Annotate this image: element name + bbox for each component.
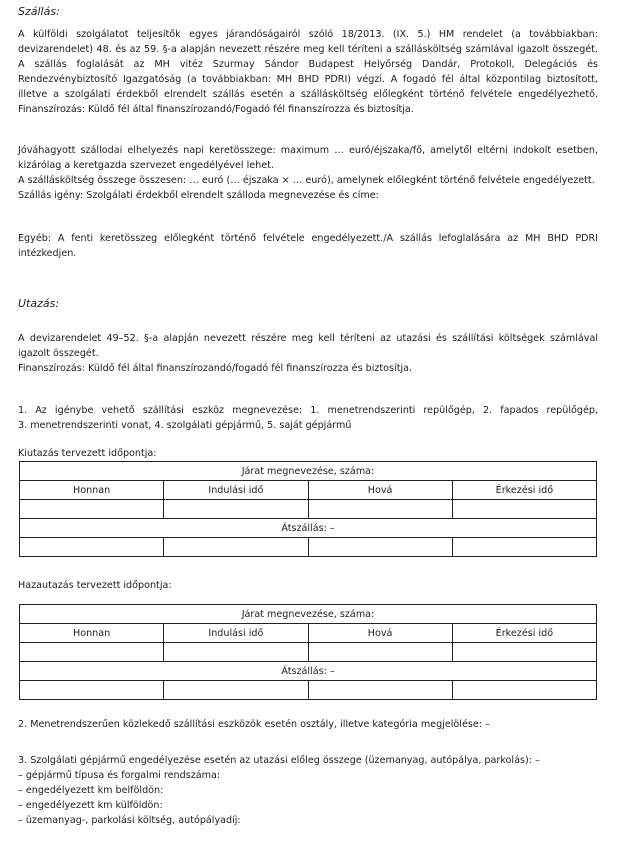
table-row — [20, 681, 597, 700]
table-cell[interactable] — [308, 538, 452, 557]
column-header-indulasi-ido: Indulási idő — [164, 624, 308, 643]
list-item: – gépjármű típusa és forgalmi rendszáma: — [18, 770, 221, 781]
text-line: 1. Az igénybe vehető szállítási eszköz megnevezése: 1. menetrendszerinti repülőgép, 2. fapados repülőgép, — [18, 405, 598, 416]
column-header-honnan: Honnan — [20, 624, 164, 643]
text-line: devizarendelet) 48. és az 59. §-a alapján nevezett részére meg kell téríteni a szállásköltség számlával igazolt összegét. — [18, 44, 598, 55]
hazautazas-label: Hazautazás tervezett időpontja: — [18, 580, 172, 591]
table-cell[interactable] — [308, 681, 452, 700]
kiutazas-label: Kiutazás tervezett időpontja: — [18, 448, 157, 459]
table-cell[interactable] — [308, 500, 452, 519]
table-cell[interactable] — [308, 643, 452, 662]
szallas-paragraph-2 — [18, 143, 598, 203]
table-cell[interactable] — [20, 643, 164, 662]
text-line: Egyéb: A fenti keretösszeg előlegként történő felvétele engedélyezett./A szállás lefoglalására az MH BHD PDRI — [18, 233, 598, 244]
szallas-paragraph-1 — [18, 27, 598, 117]
table-cell[interactable] — [20, 681, 164, 700]
szallas-paragraph-3 — [18, 231, 598, 261]
list-item: – engedélyezett km külföldön: — [18, 800, 163, 811]
text-line: A szállás foglalását az MH vitéz Szurmay Sándor Budapest Helyőrség Dandár, Protokoll, Delegációs és — [18, 59, 598, 70]
utazas-item-3 — [18, 753, 598, 828]
text-line: intézkedjen. — [18, 248, 77, 259]
table-header-jarat: Járat megnevezése, száma: — [20, 605, 597, 624]
text-line: Rendezvénybiztosító Igazgatóság (a továbbiakban: MH BHD PDRI) végzi. A fogadó fél által központilag biztosított, — [18, 74, 598, 85]
column-header-erkezesi-ido: Érkezési idő — [452, 481, 596, 500]
text-line: illetve a szolgálati érdekből elrendelt szállás esetén a szállásköltség előlegként történő felvétele engedélyezhető. — [18, 89, 598, 100]
kiutazas-table — [19, 461, 597, 557]
text-line: Finanszírozás: Küldő fél által finanszírozandó/Fogadó fél finanszírozza és biztosítja. — [18, 104, 414, 115]
table-transfer-row: Átszállás: – — [20, 662, 597, 681]
table-cell[interactable] — [20, 500, 164, 519]
table-cell[interactable] — [164, 538, 308, 557]
text-line: 3. menetrendszerinti vonat, 4. szolgálati gépjármű, 5. saját gépjármű — [18, 420, 352, 431]
text-line: Szállás igény: Szolgálati érdekből elrendelt szálloda megnevezése és címe: — [18, 190, 379, 201]
table-cell[interactable] — [452, 643, 596, 662]
text-line: Jóváhagyott szállodai elhelyezés napi keretösszege: maximum … euró/éjszaka/fő, amelytől eltérni indokolt esetben, — [18, 145, 598, 156]
column-header-indulasi-ido: Indulási idő — [164, 481, 308, 500]
table-row — [20, 500, 597, 519]
column-header-hova: Hová — [308, 624, 452, 643]
column-header-hova: Hová — [308, 481, 452, 500]
table-cell[interactable] — [452, 500, 596, 519]
text-line: igazolt összegét. — [18, 348, 99, 359]
list-item: – engedélyezett km belföldön: — [18, 785, 164, 796]
utazas-item-1 — [18, 403, 598, 433]
szallas-heading: Szállás: — [18, 5, 60, 18]
table-cell[interactable] — [452, 681, 596, 700]
table-header-jarat: Járat megnevezése, száma: — [20, 462, 597, 481]
utazas-paragraph-1 — [18, 331, 598, 376]
text-line: kizárólag a keretgazda szervezet engedélyével lehet. — [18, 160, 274, 171]
table-row — [20, 643, 597, 662]
text-line: A külföldi szolgálatot teljesítők egyes járandóságairól szóló 18/2013. (IX. 5.) HM rendelet (a továbbiakban: — [18, 29, 598, 40]
text-line: Finanszírozás: Küldő fél által finanszírozandó/fogadó fél finanszírozza és biztosítja. — [18, 363, 413, 374]
table-cell[interactable] — [452, 538, 596, 557]
list-item: – üzemanyag-, parkolási költség, autópályadíj: — [18, 815, 241, 826]
table-cell[interactable] — [164, 643, 308, 662]
text-line: A devizarendelet 49–52. §-a alapján nevezett részére meg kell téríteni az utazási és szállítási költségek számlával — [18, 333, 598, 344]
column-header-honnan: Honnan — [20, 481, 164, 500]
hazautazas-table — [19, 604, 597, 700]
table-cell[interactable] — [164, 681, 308, 700]
utazas-item-2: 2. Menetrendszerűen közlekedő szállítási eszközök esetén osztály, illetve kategória megjelölése: – — [18, 719, 490, 730]
text-line: A szállásköltség összege összesen: … euró (… éjszaka × … euró), amelynek előlegként történő felvétele engedélyezett. — [18, 175, 595, 186]
text-line: 3. Szolgálati gépjármű engedélyezése esetén az utazási előleg összege (üzemanyag, autópálya, parkolás): – — [18, 755, 540, 766]
utazas-heading: Utazás: — [18, 297, 60, 310]
column-header-erkezesi-ido: Érkezési idő — [452, 624, 596, 643]
table-cell[interactable] — [164, 500, 308, 519]
table-row — [20, 538, 597, 557]
table-transfer-row: Átszállás: – — [20, 519, 597, 538]
table-cell[interactable] — [20, 538, 164, 557]
